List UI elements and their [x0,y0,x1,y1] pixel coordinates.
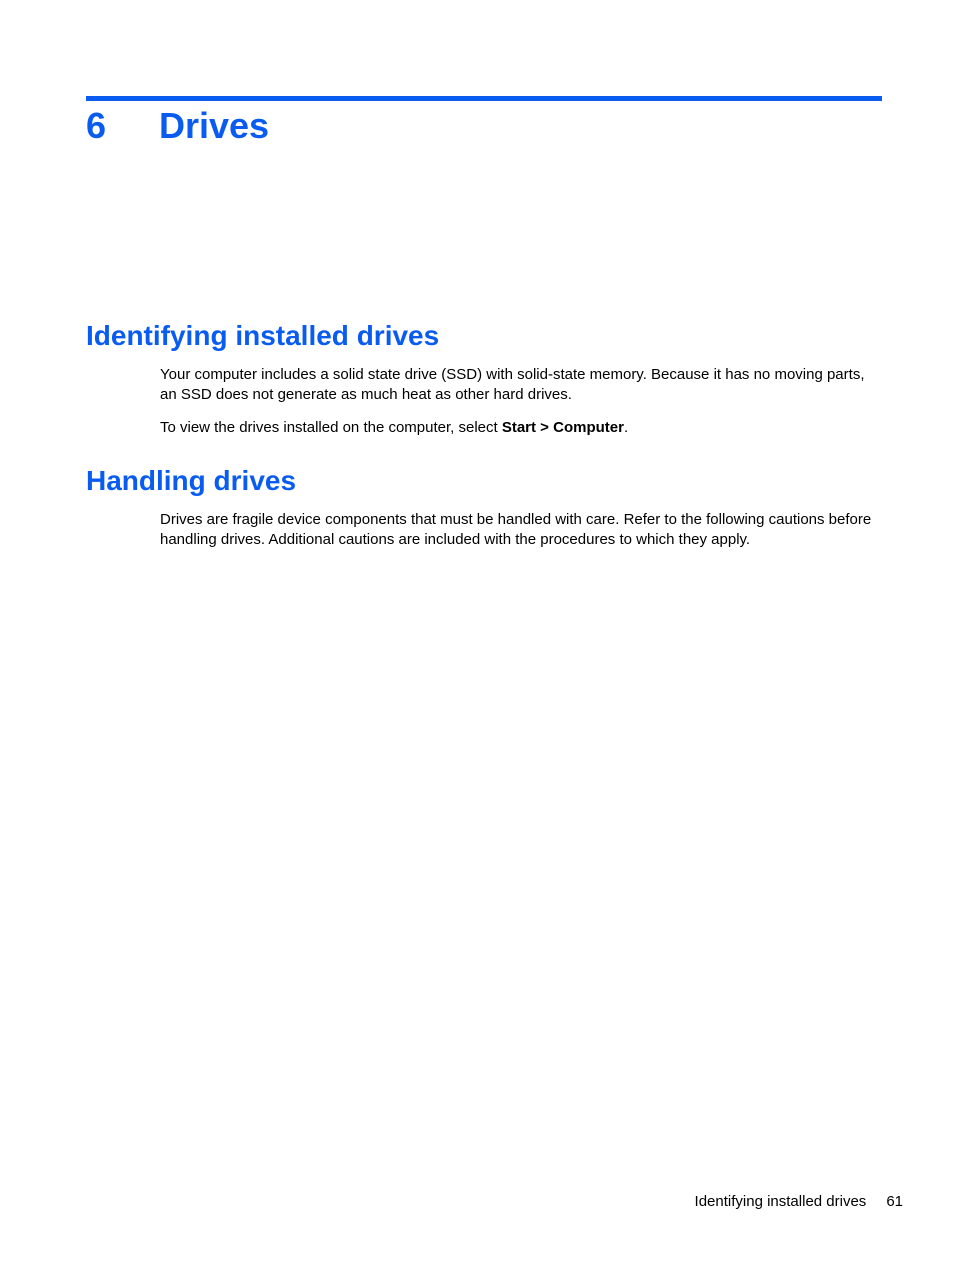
page-footer [695,1192,903,1212]
paragraph-ssd-description: Your computer includes a solid state drive (SSD) with solid-state memory. Because it has no moving parts, an SSD does not generate as much heat as other hard drives. [160,366,865,403]
instruction-text: To view the drives installed on the computer, select [160,419,502,436]
paragraph-view-drives-instruction [160,418,882,438]
chapter-number: 6 [86,105,107,146]
instruction-suffix: . [623,419,629,436]
page-number: 61 [886,1193,903,1210]
menu-path: Start > Computer [501,419,624,436]
section-title-handling-drives: Handling drives [86,465,297,496]
section-title-identifying-drives: Identifying installed drives [86,320,440,351]
footer-section-name: Identifying installed drives [694,1193,867,1210]
chapter-title: Drives [159,105,270,146]
paragraph-handling-drives: Drives are fragile device components that must be handled with care. Refer to the following cautions before handling drives. Additional cautions are included with the procedures to which they apply. [160,511,872,548]
